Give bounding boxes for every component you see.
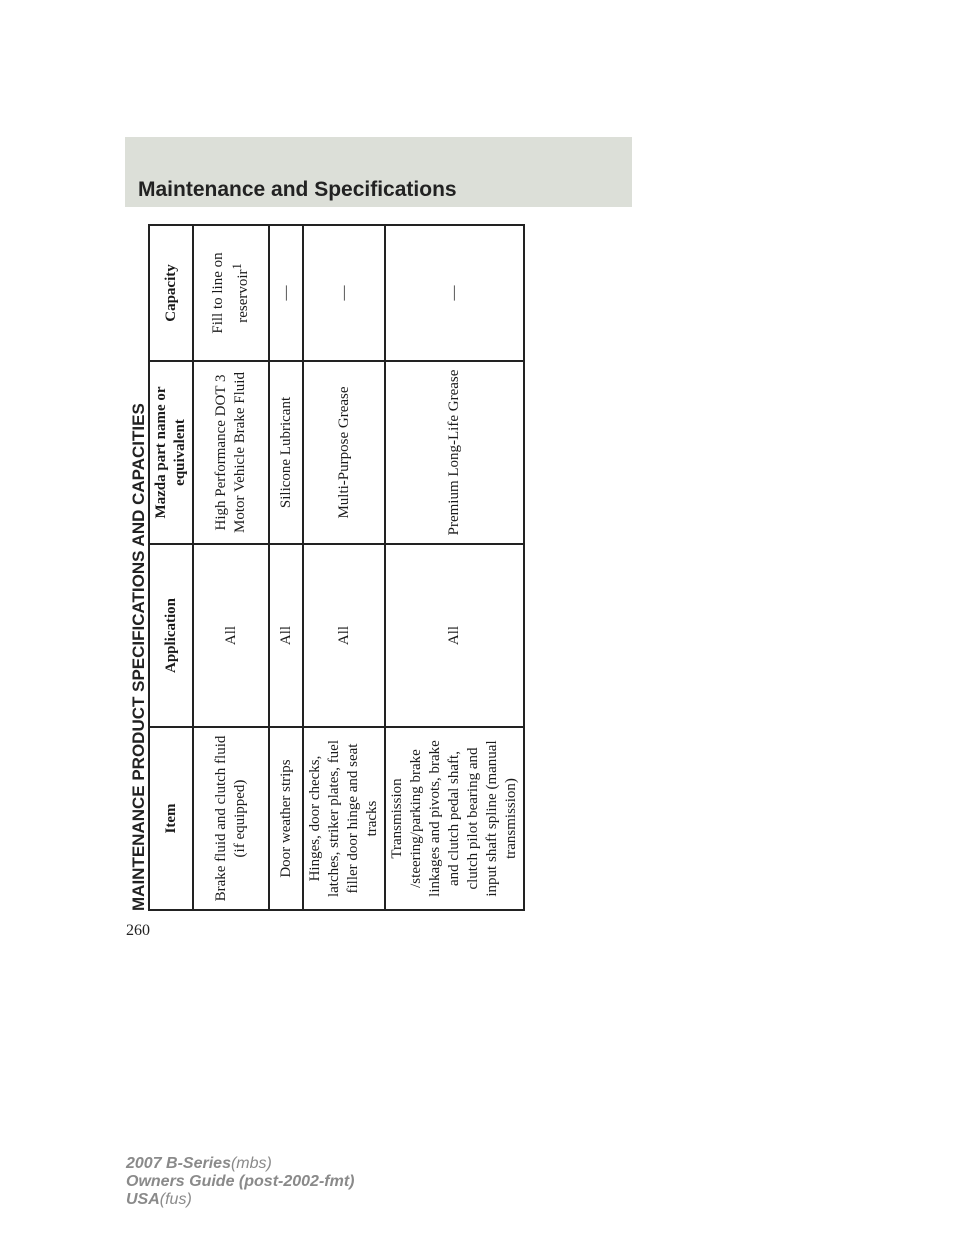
column-header-part: Mazda part name or equivalent: [149, 361, 193, 544]
specifications-table: [148, 224, 525, 911]
cell-application: All: [385, 544, 524, 727]
cell-application: All: [303, 544, 385, 727]
table-title: MAINTENANCE PRODUCT SPECIFICATIONS AND CAPACITIES: [129, 403, 148, 911]
section-title: Maintenance and Specifications: [138, 178, 457, 201]
page-number: 260: [126, 922, 150, 939]
cell-capacity: [193, 225, 269, 361]
cell-part: High Performance DOT 3 Motor Vehicle Brake Fluid: [193, 361, 269, 544]
footer-model-code: (mbs): [230, 1155, 272, 1172]
footer-market: USA: [126, 1191, 160, 1208]
rotated-content: [125, 226, 519, 911]
footer-guide: Owners Guide (post-2002-fmt): [126, 1173, 355, 1190]
footer-market-code: (fus): [159, 1191, 192, 1208]
cell-capacity: —: [385, 225, 524, 361]
table-row: [303, 225, 385, 910]
cell-item: Hinges, door checks, latches, striker plates, fuel filler door hinge and seat tracks: [303, 727, 385, 910]
cell-capacity: —: [303, 225, 385, 361]
column-header-capacity: Capacity: [149, 225, 193, 361]
column-header-item: Item: [149, 727, 193, 910]
footer-line-1: [126, 1155, 354, 1173]
cell-part: Silicone Lubricant: [269, 361, 303, 544]
footer: [126, 1155, 354, 1209]
cell-part: Premium Long-Life Grease: [385, 361, 524, 544]
cell-item: Brake fluid and clutch fluid (if equipped): [193, 727, 269, 910]
footer-model: 2007 B-Series: [126, 1155, 231, 1172]
cell-item: Door weather strips: [269, 727, 303, 910]
footer-line-3: [126, 1191, 354, 1209]
footnote-marker: 1: [230, 263, 244, 270]
table-header-row: [149, 225, 193, 910]
cell-application: All: [269, 544, 303, 727]
cell-application: All: [193, 544, 269, 727]
table-row: [269, 225, 303, 910]
column-header-application: Application: [149, 544, 193, 727]
cell-capacity: —: [269, 225, 303, 361]
table-row: [385, 225, 524, 910]
cell-item: Transmission /steering/parking brake linkages and pivots, brake and clutch pedal shaft, clutch pilot bearing and input shaft spline (manual transmission): [385, 727, 524, 910]
footer-line-2: [126, 1173, 354, 1191]
cell-part: Multi-Purpose Grease: [303, 361, 385, 544]
capacity-text: Fill to line on reservoir: [210, 252, 251, 334]
table-row: [193, 225, 269, 910]
rotated-table-area: [125, 226, 519, 911]
